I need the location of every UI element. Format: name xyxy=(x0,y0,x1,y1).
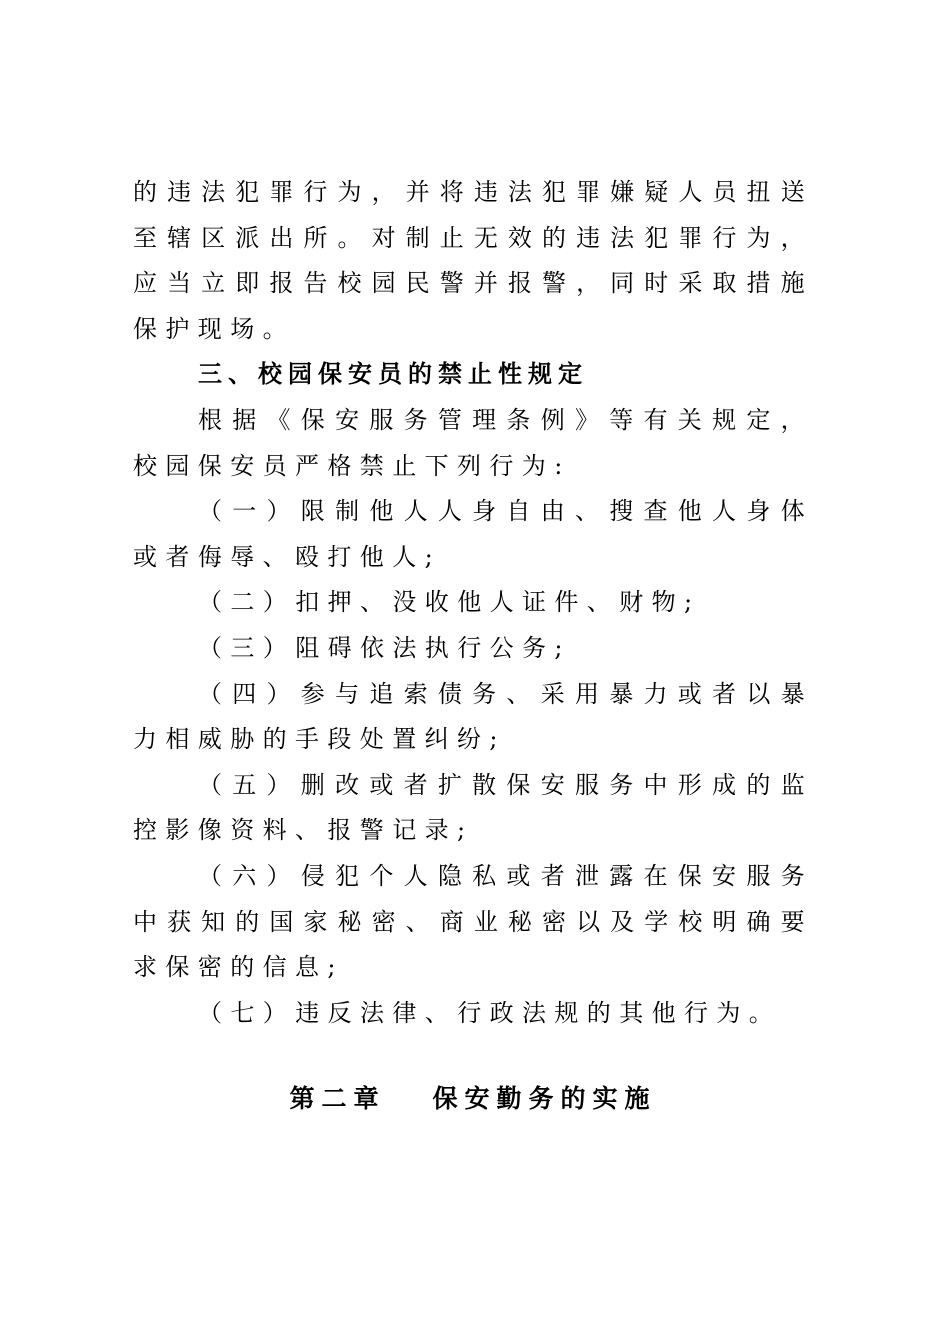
continuation-paragraph: 的违法犯罪行为，并将违法犯罪嫌疑人员扭送至辖区派出所。对制止无效的违法犯罪行为，应当立即报告校园民警并报警，同时采取措施保护现场。 xyxy=(133,178,813,343)
section-heading: 三、校园保安员的禁止性规定 xyxy=(198,360,588,389)
list-item-4: （四）参与追索债务、采用暴力或者以暴力相威胁的手段处置纠纷; xyxy=(133,679,813,754)
list-item-1: （一）限制他人人身自由、搜查他人身体或者侮辱、殴打他人; xyxy=(133,497,813,571)
document-body xyxy=(133,170,813,1122)
list-item-6: （六）侵犯个人隐私或者泄露在保安服务中获知的国家秘密、商业秘密以及学校明确要求保密的信息; xyxy=(133,861,813,982)
list-item-5: （五）删改或者扩散保安服务中形成的监控影像资料、报警记录; xyxy=(133,770,813,845)
list-item-7: （七）违反法律、行政法规的其他行为。 xyxy=(198,998,782,1027)
chapter-title: 第二章 保安勤务的实施 xyxy=(289,1084,657,1114)
intro-paragraph: 根据《保安服务管理条例》等有关规定，校园保安员严格禁止下列行为: xyxy=(133,405,813,480)
list-item-3: （三）阻碍依法执行公务; xyxy=(198,633,571,662)
list-item-2: （二）扣押、没收他人证件、财物; xyxy=(198,588,701,617)
